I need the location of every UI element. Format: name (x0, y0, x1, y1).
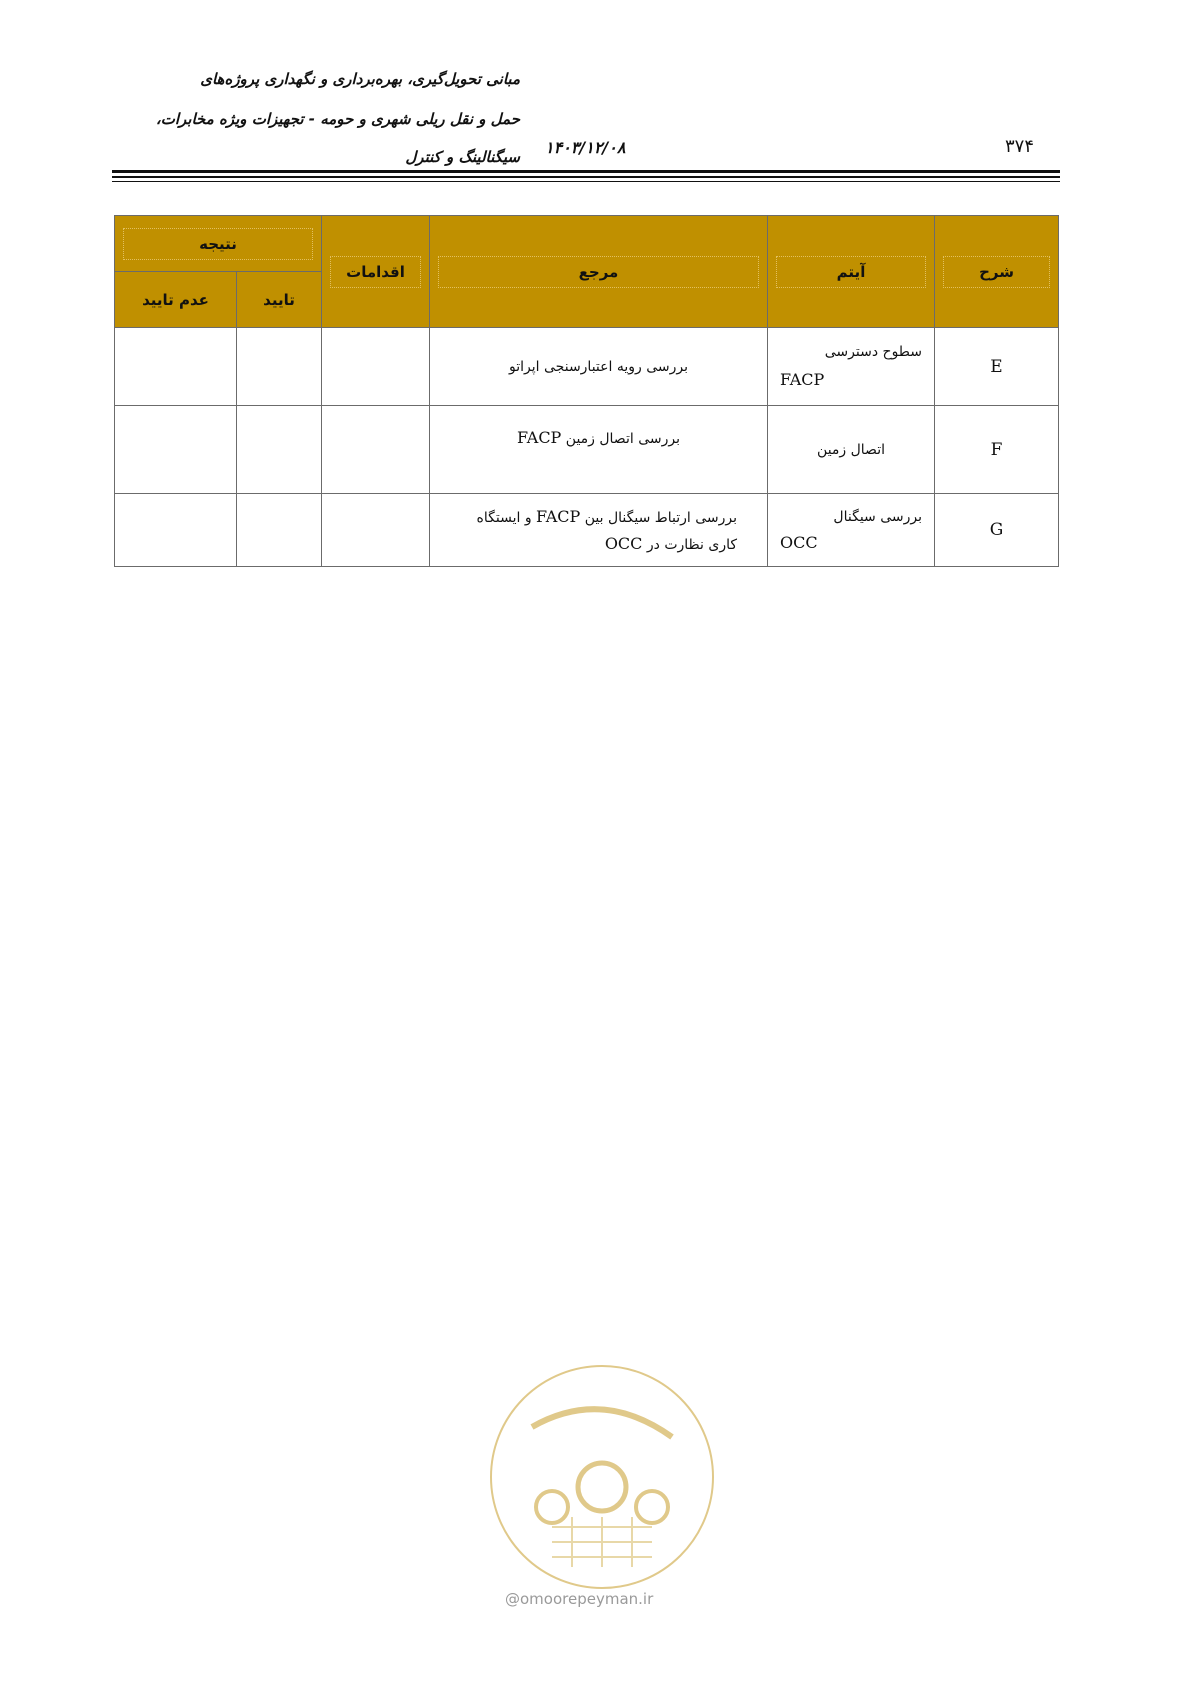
header-actions: اقدامات (322, 216, 430, 328)
header-title-line-2: حمل و نقل ریلی شهری و حومه - تجهیزات ویژه مخابرات، (155, 110, 520, 128)
row-item: اتصال زمین (768, 406, 935, 494)
table-row (115, 406, 1059, 494)
row-item: سطوح دسترسی FACP (768, 328, 935, 406)
header-rule (112, 170, 1060, 173)
row-code: F (935, 406, 1059, 494)
row-code: E (935, 328, 1059, 406)
row-reject (115, 328, 237, 406)
table-row (115, 494, 1059, 567)
row-code: G (935, 494, 1059, 567)
header-date: ۱۴۰۳/۱۲/۰۸ (545, 138, 626, 157)
row-actions (322, 494, 430, 567)
header-item: آیتم (768, 216, 935, 328)
header-approve: تایید (237, 272, 322, 328)
header-description: شرح (935, 216, 1059, 328)
watermark-url: @omoorepeyman.ir (505, 1590, 654, 1608)
row-approve (237, 494, 322, 567)
header-reject: عدم تایید (115, 272, 237, 328)
header-rule (112, 181, 1060, 182)
row-actions (322, 328, 430, 406)
row-reference: بررسی اتصال زمین FACP (430, 406, 768, 494)
row-reference: بررسی رویه اعتبارسنجی اپراتو (430, 328, 768, 406)
row-actions (322, 406, 430, 494)
row-approve (237, 328, 322, 406)
row-reject (115, 494, 237, 567)
header-result: نتیجه (115, 216, 322, 272)
header-reference: مرجع (430, 216, 768, 328)
row-reference: بررسی ارتباط سیگنال بین FACP و ایستگاه کاری نظارت در OCC (430, 494, 768, 567)
header-title-line-3: سیگنالینگ و کنترل (405, 148, 520, 166)
header-title-line-1: مبانی تحویل‌گیری، بهره‌برداری و نگهداری پروژه‌های (200, 70, 520, 88)
checklist-table (114, 215, 1059, 567)
page-number: ۳۷۴ (1005, 136, 1035, 157)
watermark-logo (490, 1365, 714, 1589)
row-reject (115, 406, 237, 494)
table-row (115, 328, 1059, 406)
header-rule (112, 176, 1060, 178)
row-item: بررسی سیگنال OCC (768, 494, 935, 567)
row-approve (237, 406, 322, 494)
